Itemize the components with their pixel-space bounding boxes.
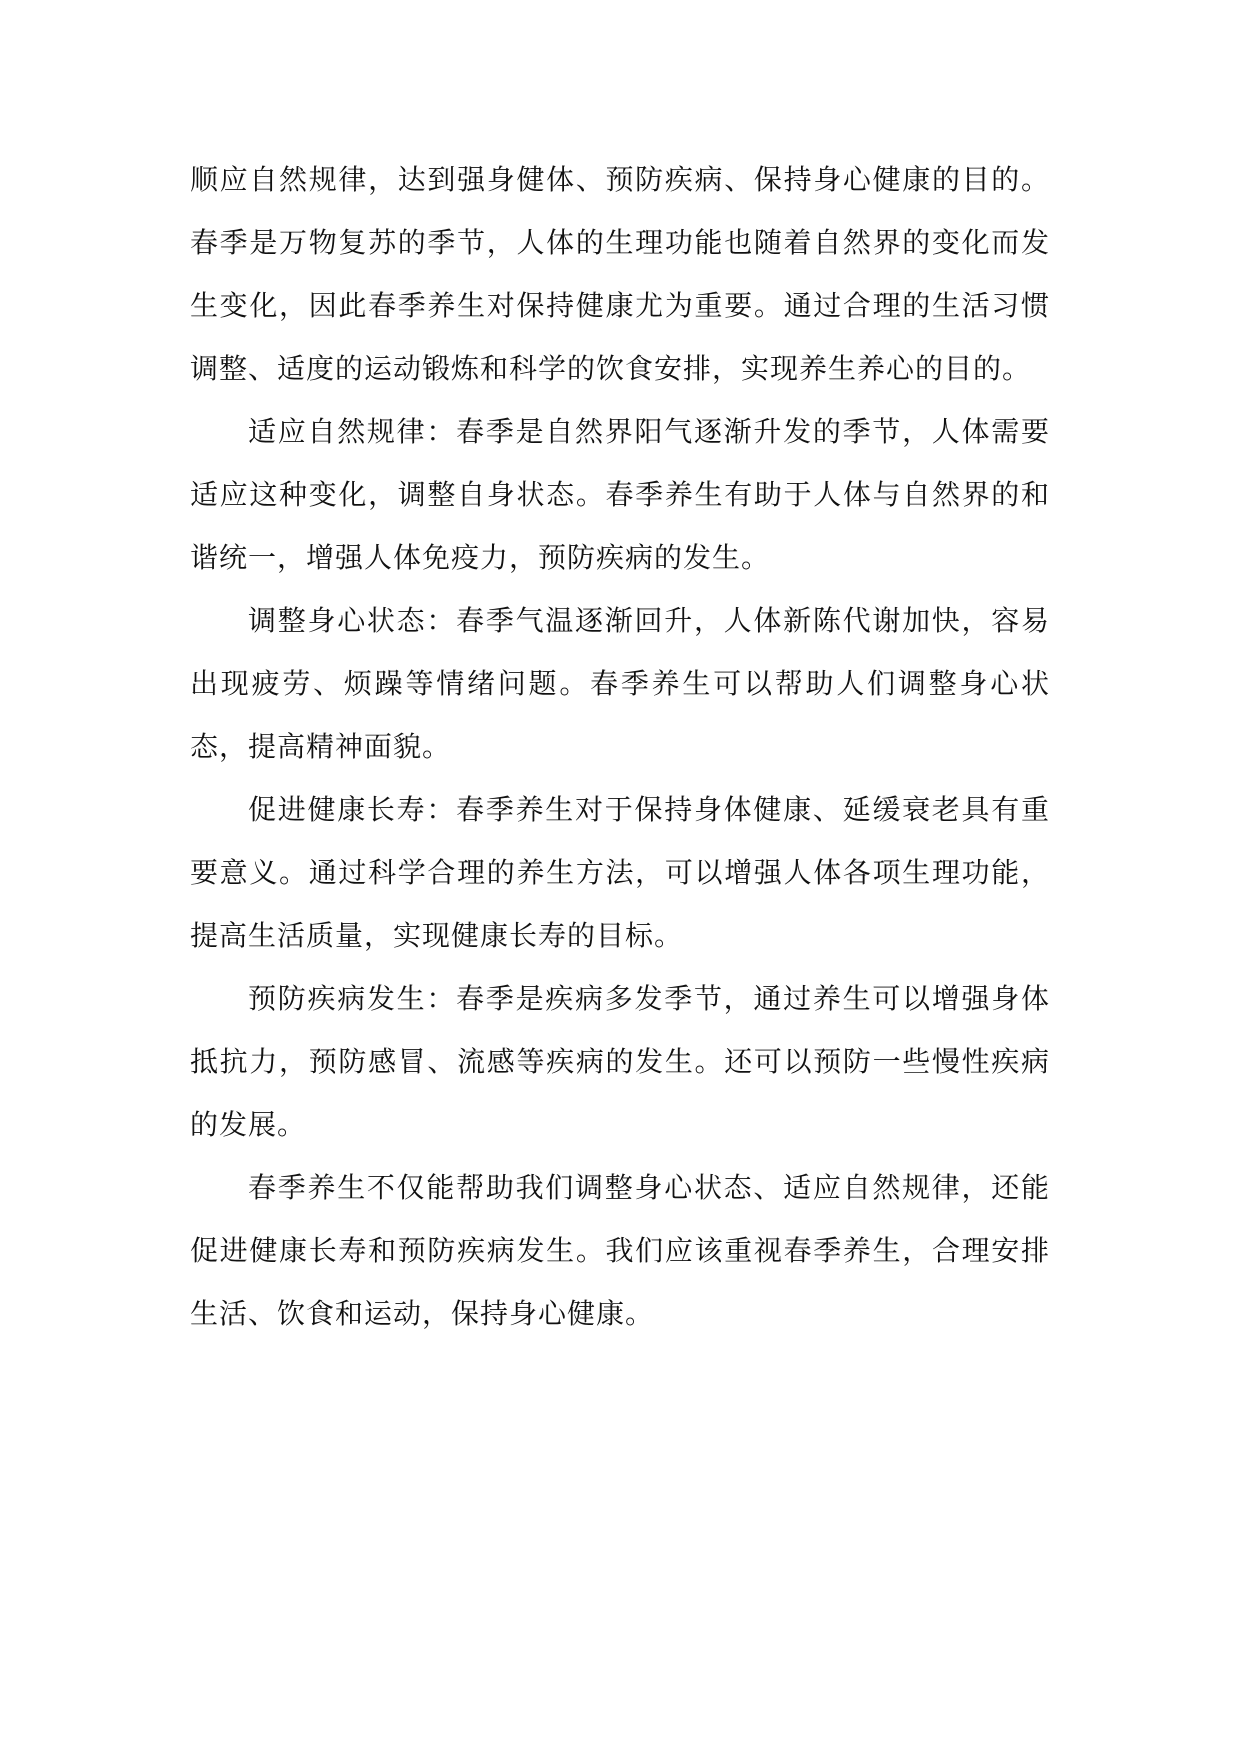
document-body bbox=[190, 148, 1050, 1345]
paragraph-conclusion: 春季养生不仅能帮助我们调整身心状态、适应自然规律，还能促进健康长寿和预防疾病发生。我们应该重视春季养生，合理安排生活、饮食和运动，保持身心健康。 bbox=[190, 1171, 1050, 1330]
paragraph-longevity: 促进健康长寿：春季养生对于保持身体健康、延缓衰老具有重要意义。通过科学合理的养生方法，可以增强人体各项生理功能，提高生活质量，实现健康长寿的目标。 bbox=[190, 793, 1050, 952]
paragraph-adjust-body-mind: 调整身心状态：春季气温逐渐回升，人体新陈代谢加快，容易出现疲劳、烦躁等情绪问题。春季养生可以帮助人们调整身心状态，提高精神面貌。 bbox=[190, 604, 1050, 763]
paragraph-adapt-nature: 适应自然规律：春季是自然界阳气逐渐升发的季节，人体需要适应这种变化，调整自身状态。春季养生有助于人体与自然界的和谐统一，增强人体免疫力，预防疾病的发生。 bbox=[190, 415, 1050, 574]
paragraph-intro: 顺应自然规律，达到强身健体、预防疾病、保持身心健康的目的。春季是万物复苏的季节，人体的生理功能也随着自然界的变化而发生变化，因此春季养生对保持健康尤为重要。通过合理的生活习惯调整、适度的运动锻炼和科学的饮食安排，实现养生养心的目的。 bbox=[190, 163, 1050, 385]
paragraph-prevent-disease: 预防疾病发生：春季是疾病多发季节，通过养生可以增强身体抵抗力，预防感冒、流感等疾病的发生。还可以预防一些慢性疾病的发展。 bbox=[190, 982, 1050, 1141]
